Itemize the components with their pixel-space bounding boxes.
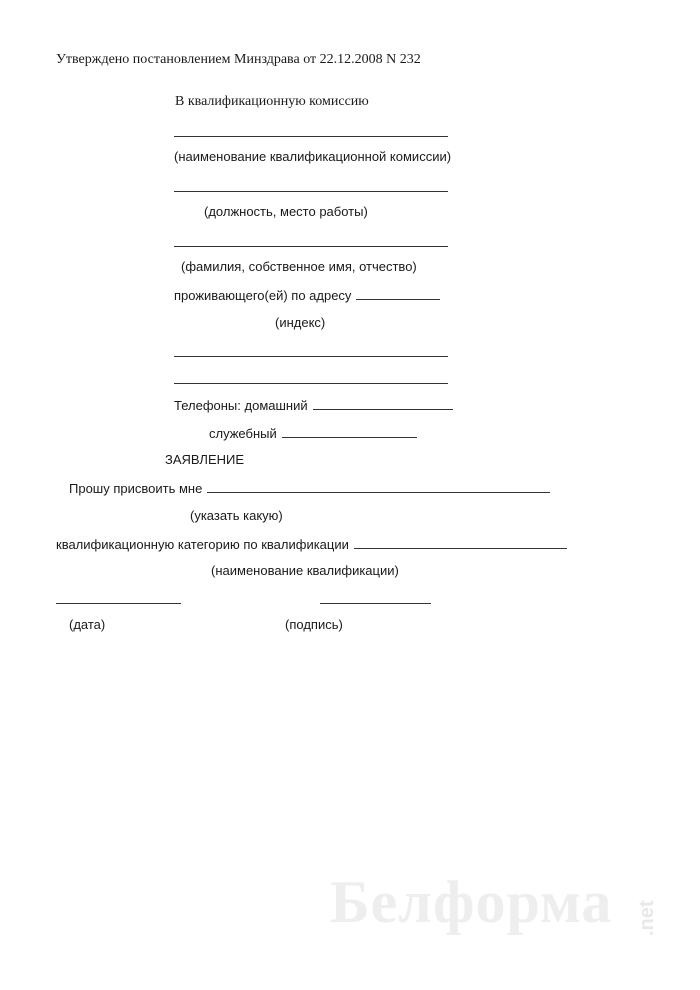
request-row [69, 480, 550, 497]
qualification-label: квалификационную категорию по квалификации [56, 537, 349, 552]
document-title: ЗАЯВЛЕНИЕ [165, 452, 245, 467]
postal-index-line[interactable] [356, 287, 440, 300]
position-line[interactable] [174, 191, 448, 192]
date-hint: (дата) [69, 617, 106, 632]
position-hint: (должность, место работы) [204, 204, 368, 219]
address-line-1[interactable] [174, 356, 448, 357]
address-label: проживающего(ей) по адресу [174, 288, 352, 303]
full-name-line[interactable] [174, 246, 448, 247]
home-phone-row [174, 397, 453, 414]
index-hint: (индекс) [275, 315, 326, 330]
request-label: Прошу присвоить мне [69, 481, 203, 496]
commission-name-hint: (наименование квалификационной комиссии) [174, 149, 452, 164]
work-phone-line[interactable] [282, 425, 417, 438]
specify-hint: (указать какую) [190, 508, 283, 523]
address-line-2[interactable] [174, 383, 448, 384]
watermark-logo: Белформа [330, 869, 613, 935]
watermark-suffix [636, 868, 660, 938]
category-line[interactable] [207, 480, 550, 493]
commission-name-line[interactable] [174, 136, 448, 137]
address-row [174, 287, 440, 304]
qualification-line[interactable] [354, 536, 567, 549]
qualification-hint: (наименование квалификации) [211, 563, 399, 578]
watermark-suffix-text: .net [636, 900, 658, 936]
home-phone-label: Телефоны: домашний [174, 398, 308, 413]
qualification-row [56, 536, 567, 553]
date-line[interactable] [56, 603, 181, 604]
full-name-hint: (фамилия, собственное имя, отчество) [181, 259, 417, 274]
home-phone-line[interactable] [313, 397, 453, 410]
commission-heading: В квалификационную комиссию [175, 94, 369, 109]
work-phone-label: служебный [209, 426, 277, 441]
approval-note: Утверждено постановлением Минздрава от 22.12.2008 N 232 [56, 52, 421, 67]
signature-hint: (подпись) [285, 617, 343, 632]
work-phone-row [209, 425, 417, 442]
signature-line[interactable] [320, 603, 431, 604]
